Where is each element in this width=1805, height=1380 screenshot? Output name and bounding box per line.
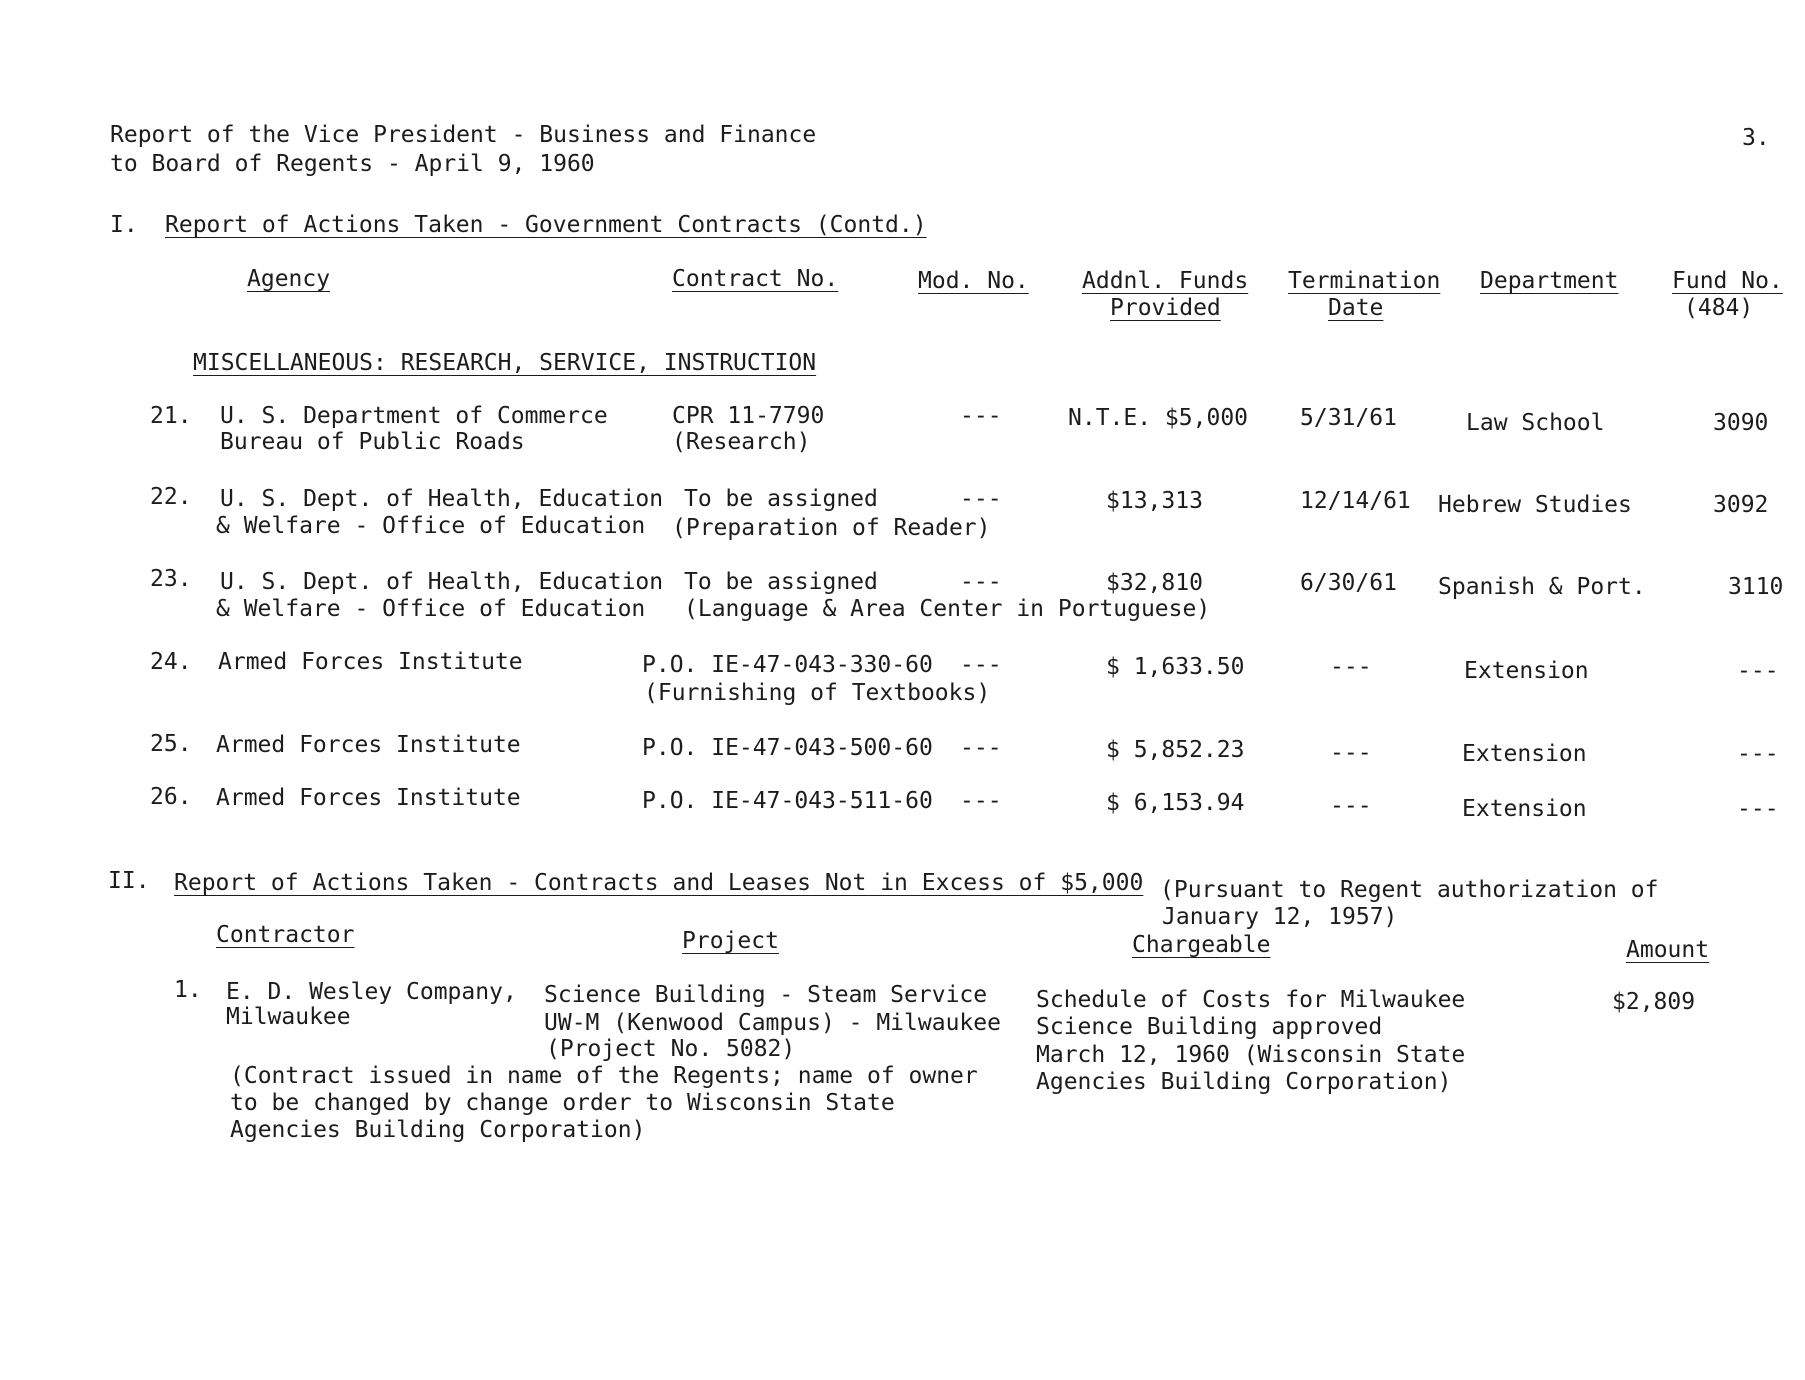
col-termination-date: Date xyxy=(1328,295,1384,321)
row-21-termination: 5/31/61 xyxy=(1300,405,1397,431)
row-21-agency: U. S. Department of Commerce xyxy=(220,403,608,429)
contract-1-contractor: E. D. Wesley Company, xyxy=(226,979,517,1005)
row-22-department: Hebrew Studies xyxy=(1438,492,1632,518)
row-23-contract-line2: (Language & Area Center in Portuguese) xyxy=(684,596,1211,622)
row-25-termination: --- xyxy=(1330,740,1372,766)
row-21-contract-line2: (Research) xyxy=(672,429,811,455)
contract-1-chargeable-line3: March 12, 1960 (Wisconsin State xyxy=(1036,1042,1466,1068)
page-number: 3. xyxy=(1742,125,1770,151)
row-26-termination: --- xyxy=(1330,793,1372,819)
row-21-agency-line2: Bureau of Public Roads xyxy=(220,429,525,455)
row-21-funds: N.T.E. $5,000 xyxy=(1068,405,1249,431)
row-24-mod: --- xyxy=(960,652,1002,678)
row-26-department: Extension xyxy=(1462,796,1587,822)
col-fund-code: (484) xyxy=(1684,295,1754,321)
row-23-agency: U. S. Dept. of Health, Education xyxy=(220,569,664,595)
row-24-number: 24. xyxy=(150,649,192,675)
row-22-funds: $13,313 xyxy=(1106,488,1203,514)
row-22-termination: 12/14/61 xyxy=(1300,488,1411,514)
row-22-agency-line2: & Welfare - Office of Education xyxy=(216,513,646,539)
row-24-funds: $ 1,633.50 xyxy=(1106,654,1245,680)
row-25-department: Extension xyxy=(1462,741,1587,767)
report-title-line2: to Board of Regents - April 9, 1960 xyxy=(110,151,595,177)
row-25-number: 25. xyxy=(150,731,192,757)
row-26-number: 26. xyxy=(150,784,192,810)
contract-1-contractor-line2: Milwaukee xyxy=(226,1004,351,1030)
col-mod-no: Mod. No. xyxy=(918,268,1029,294)
section2-title-note-line2: January 12, 1957) xyxy=(1162,904,1398,930)
section2-numeral: II. xyxy=(108,868,150,894)
row-26-funds: $ 6,153.94 xyxy=(1106,790,1245,816)
col-contract-no: Contract No. xyxy=(672,266,839,292)
col-chargeable: Chargeable xyxy=(1132,932,1271,958)
row-22-mod: --- xyxy=(960,486,1002,512)
section1-subheading: MISCELLANEOUS: RESEARCH, SERVICE, INSTRUCTION xyxy=(193,350,817,376)
contract-1-note-line3: Agencies Building Corporation) xyxy=(230,1117,646,1143)
row-24-department: Extension xyxy=(1464,658,1589,684)
row-25-contract: P.O. IE-47-043-500-60 xyxy=(642,735,933,761)
row-22-contract: To be assigned xyxy=(684,486,878,512)
row-24-contract: P.O. IE-47-043-330-60 xyxy=(642,652,933,678)
row-24-agency: Armed Forces Institute xyxy=(218,649,523,675)
contract-1-amount: $2,809 xyxy=(1612,989,1696,1015)
col-amount: Amount xyxy=(1626,937,1710,963)
col-department: Department xyxy=(1480,268,1619,294)
row-26-agency: Armed Forces Institute xyxy=(216,785,521,811)
col-contractor: Contractor xyxy=(216,922,355,948)
col-agency: Agency xyxy=(247,266,331,292)
section2-title: Report of Actions Taken - Contracts and Leases Not in Excess of $5,000 xyxy=(174,870,1144,896)
contract-1-project: Science Building - Steam Service xyxy=(544,982,988,1008)
row-25-funds: $ 5,852.23 xyxy=(1106,737,1245,763)
row-23-funds: $32,810 xyxy=(1106,570,1203,596)
row-26-contract: P.O. IE-47-043-511-60 xyxy=(642,788,933,814)
row-23-agency-line2: & Welfare - Office of Education xyxy=(216,596,646,622)
contract-1-chargeable: Schedule of Costs for Milwaukee xyxy=(1036,987,1466,1013)
row-25-agency: Armed Forces Institute xyxy=(216,732,521,758)
section1-title: Report of Actions Taken - Government Contracts (Contd.) xyxy=(165,212,927,238)
row-22-agency: U. S. Dept. of Health, Education xyxy=(220,486,664,512)
row-21-mod: --- xyxy=(960,403,1002,429)
row-23-department: Spanish & Port. xyxy=(1438,574,1646,600)
row-25-mod: --- xyxy=(960,735,1002,761)
row-23-fund: 3110 xyxy=(1728,574,1784,600)
section1-numeral: I. xyxy=(110,212,138,238)
col-project: Project xyxy=(682,928,779,954)
row-24-termination: --- xyxy=(1330,654,1372,680)
row-23-termination: 6/30/61 xyxy=(1300,570,1397,596)
row-21-contract: CPR 11-7790 xyxy=(672,403,825,429)
contract-1-chargeable-line2: Science Building approved xyxy=(1036,1014,1383,1040)
row-22-contract-line2: (Preparation of Reader) xyxy=(672,515,991,541)
row-21-department: Law School xyxy=(1466,410,1605,436)
row-22-number: 22. xyxy=(150,484,192,510)
row-23-mod: --- xyxy=(960,569,1002,595)
contract-1-project-line2: UW-M (Kenwood Campus) - Milwaukee xyxy=(544,1010,1001,1036)
row-26-fund: --- xyxy=(1737,796,1779,822)
contract-1-chargeable-line4: Agencies Building Corporation) xyxy=(1036,1069,1452,1095)
row-24-fund: --- xyxy=(1737,658,1779,684)
row-26-mod: --- xyxy=(960,788,1002,814)
contract-1-note-line2: to be changed by change order to Wisconsin State xyxy=(230,1090,895,1116)
row-21-fund: 3090 xyxy=(1713,410,1769,436)
report-title-line1: Report of the Vice President - Business and Finance xyxy=(110,122,817,148)
section2-title-note: (Pursuant to Regent authorization of xyxy=(1160,877,1659,903)
contract-1-number: 1. xyxy=(174,977,202,1003)
contract-1-note: (Contract issued in name of the Regents; name of owner xyxy=(230,1063,978,1089)
col-fund-no: Fund No. xyxy=(1672,268,1783,294)
row-23-number: 23. xyxy=(150,566,192,592)
row-25-fund: --- xyxy=(1737,741,1779,767)
row-21-number: 21. xyxy=(150,403,192,429)
row-23-contract: To be assigned xyxy=(684,569,878,595)
col-addnl-funds: Addnl. Funds xyxy=(1082,268,1249,294)
row-22-fund: 3092 xyxy=(1713,492,1769,518)
row-24-contract-line2: (Furnishing of Textbooks) xyxy=(644,680,991,706)
contract-1-project-line3: (Project No. 5082) xyxy=(546,1036,796,1062)
col-funds-provided: Provided xyxy=(1110,295,1221,321)
col-termination: Termination xyxy=(1288,268,1441,294)
